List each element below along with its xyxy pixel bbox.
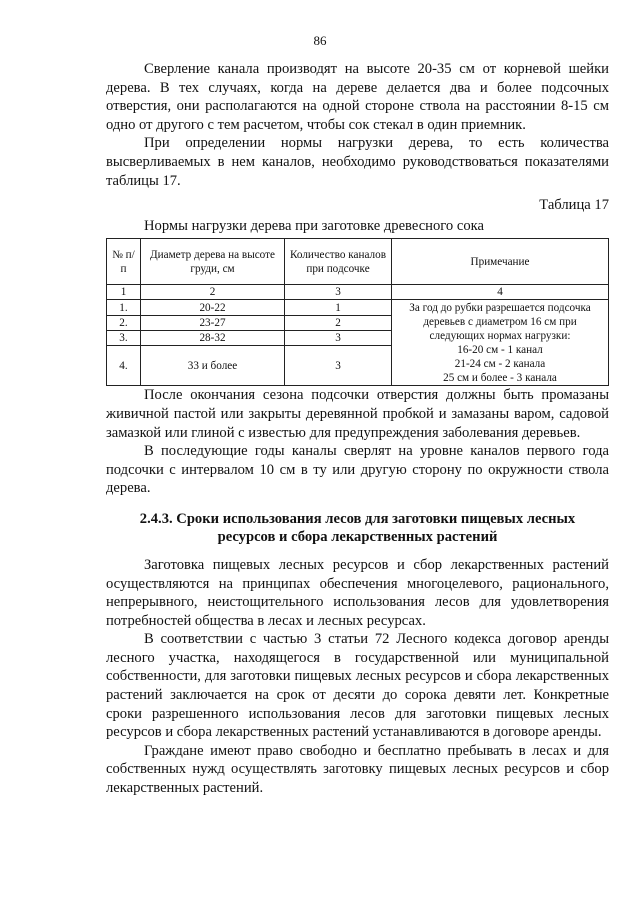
row-channels: 3 (285, 331, 392, 346)
paragraph: При определении нормы нагрузки дерева, то есть количества высверливаемых в нем каналов, необходимо руководствоваться показателями таблицы 17. (106, 135, 609, 189)
note-cell (392, 300, 609, 386)
column-number: 2 (141, 285, 285, 300)
paragraph: Сверление канала производят на высоте 20-35 см от корневой шейки дерева. В тех случаях, когда на дереве делается два и более подсочных отверстия, они располагаются на одной стороне ствола на расстоянии 8-15 см одно от другого с тем расчетом, чтобы сок стекал в один приемник. (106, 61, 609, 133)
row-channels: 1 (285, 300, 392, 315)
paragraph: После окончания сезона подсочки отверстия должны быть промазаны живичной пастой или закрыты деревянной пробкой и замазаны варом, садовой замазкой или глиной с известью для предупреждения заболевания деревьев. (106, 387, 609, 441)
row-diameter: 23-27 (141, 315, 285, 330)
note-line: деревьев с диаметром 16 см при (423, 316, 577, 329)
header-cell-note: Примечание (392, 239, 609, 285)
table-header-row (107, 239, 609, 285)
note-line: 21-24 см - 2 канала (454, 358, 546, 371)
row-number: 1. (107, 300, 141, 315)
section-heading-line: ресурсов и сбора лекарственных растений (217, 528, 498, 545)
row-diameter: 20-22 (141, 300, 285, 315)
row-diameter: 33 и более (141, 346, 285, 386)
table-row (107, 300, 609, 315)
paragraph: Граждане имеют право свободно и бесплатно пребывать в лесах и для собственных нужд осуществлять заготовку пищевых лесных ресурсов и сбор лекарственных растений. (106, 742, 609, 797)
page-number: 86 (313, 33, 327, 48)
header-cell-channels: Количество каналов при подсочке (285, 239, 392, 285)
note-line: 25 см и более - 3 канала (443, 372, 557, 385)
header-cell-number: № п/п (107, 239, 141, 285)
load-norms-table (106, 238, 609, 386)
note-line: За год до рубки разрешается подсочка (409, 302, 591, 315)
note-line: следующих нормах нагрузки: (429, 330, 571, 343)
header-cell-diameter: Диаметр дерева на высоте груди, см (141, 239, 285, 285)
column-number: 1 (107, 285, 141, 300)
row-number: 2. (107, 315, 141, 330)
section-heading-line: 2.4.3. Сроки использования лесов для заготовки пищевых лесных (139, 510, 576, 527)
paragraph: В последующие годы каналы сверлят на уровне каналов первого года подсочки с интервалом 10 см в ту или другую сторону по окружности ствола дерева. (106, 443, 609, 497)
row-number: 3. (107, 331, 141, 346)
paragraph: Заготовка пищевых лесных ресурсов и сбор лекарственных растений осуществляются на принципах обеспечения многоцелевого, рационального, непрерывного, неистощительного использования лесов для удовлетворения потребностей общества в лесах и лесных ресурсах. (106, 556, 609, 629)
column-number: 4 (392, 285, 609, 300)
paragraph: В соответствии с частью 3 статьи 72 Лесного кодекса договор аренды лесного участка, находящегося в государственной или муниципальной собственности, для заготовки пищевых лесных ресурсов и сбора лекарственных растений заключается на срок от десяти до сорока девяти лет. Конкретные сроки разрешенного использования лесов для заготовки пищевых лесных ресурсов и сбора лекарственных растений устанавливаются в договоре аренды. (106, 631, 609, 741)
row-channels: 2 (285, 315, 392, 330)
column-number-row (107, 285, 609, 300)
table-label: Таблица 17 (539, 197, 609, 214)
table-title: Нормы нагрузки дерева при заготовке древесного сока (144, 217, 484, 234)
row-channels: 3 (285, 346, 392, 386)
row-diameter: 28-32 (141, 331, 285, 346)
note-line: 16-20 см - 1 канал (457, 344, 543, 357)
section-heading (106, 510, 609, 546)
column-number: 3 (285, 285, 392, 300)
page-content (106, 60, 609, 798)
row-number: 4. (107, 346, 141, 386)
